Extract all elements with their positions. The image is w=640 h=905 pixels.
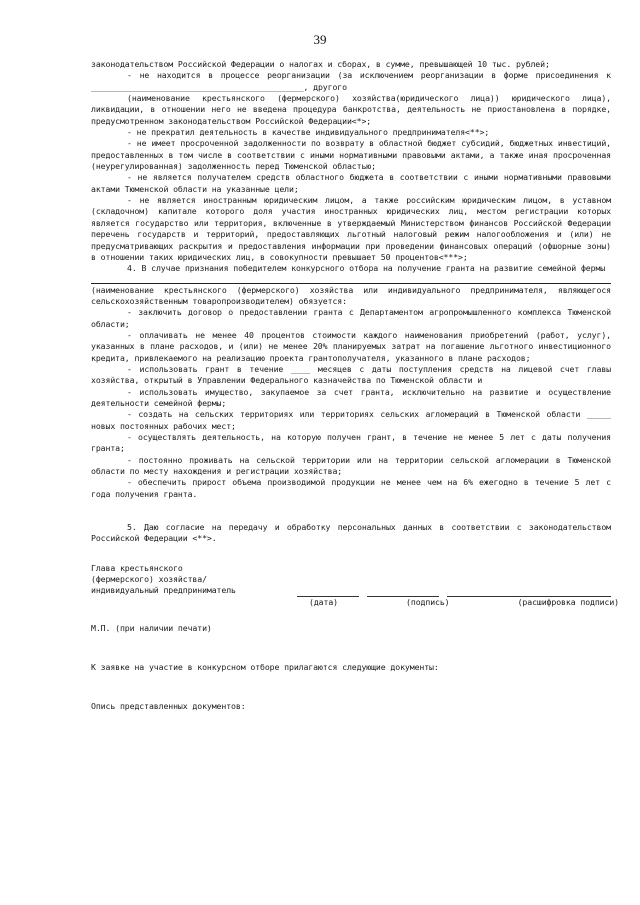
paragraph-not-foreign-entity: - не является иностранным юридическим лицом, а также российским юридическим лицом, в уставном (складочном) капитале которого доля участия иностранных юридических лиц, местом регистрации которых является государство или территория, включенные в утверждаемый Министерством финансов Российской Федерации перечень государств и территорий, предоставляющих льготный налоговый режим налогообложения и (или) не предусматривающих раскрытия и предоставления информации при проведении финансовых операций (офшорные зоны) в отношении таких юридических лиц, в совокупности превышает 50 процентов<***>;	[91, 195, 611, 262]
name-label: (расшифровка подписи)	[517, 596, 619, 607]
paragraph-not-recipient: - не является получателем средств областного бюджета в соответствии с иными нормативными правовыми актами Тюменской области на указанные цели;	[91, 172, 611, 194]
paragraph-tax-law: законодательством Российской Федерации о налогах и сборах, в сумме, превышающей 10 тыс. рублей;	[91, 59, 550, 69]
paragraph-create-jobs: - создать на сельских территориях или территориях сельских агломераций в Тюменской области _____ новых постоянных рабочих мест;	[91, 409, 611, 431]
signature-labels	[309, 597, 619, 608]
paragraph-conclude-agreement: - заключить договор о предоставлении гранта с Департаментом агропромышленного комплекса Тюменской области;	[91, 307, 611, 329]
inventory-text: Опись представленных документов:	[91, 701, 246, 712]
stamp-label: М.П. (при наличии печати)	[91, 622, 212, 633]
paragraph-production-growth: - обеспечить прирост объема производимой продукции не менее чем на 6% ежегодно в течение 5 лет с года получения гранта.	[91, 477, 611, 499]
fill-in-line	[91, 275, 611, 284]
paragraph-item-4: 4. В случае признания победителем конкурсного отбора на получение гранта на развитие семейной фермы	[127, 263, 606, 274]
paragraph-no-reorganization: - не находится в процессе реорганизации (за исключением реорганизации в форме присоединения к ____________________________________________, другого	[91, 70, 611, 92]
document-body	[91, 59, 619, 713]
paragraph-not-ceased: - не прекратил деятельность в качестве индивидуального предпринимателя<**>;	[127, 127, 490, 138]
signature-title-2: (фермерского) хозяйства/	[91, 574, 207, 585]
date-label: (дата)	[309, 596, 338, 607]
paragraph-use-property: - использовать имущество, закупаемое за счет гранта, исключительно на развитие и осуществление деятельности семейной фермы;	[91, 386, 611, 408]
paragraph-data-consent: 5. Даю согласие на передачу и обработку персональных данных в соответствии с законодательством Российской Федерации <**>.	[91, 522, 611, 544]
paragraph-pay-40-percent: - оплачивать не менее 40 процентов стоимости каждого наименования приобретений (работ, услуг), указанных в плане расходов, и (или) не менее 20% планируемых затрат на погашение льготного инвестиционного кредита, привлекаемого на реализацию проекта грантополучателя, указанного в плане расходов;	[91, 329, 611, 363]
signature-title-1: Глава крестьянского	[91, 562, 183, 573]
page-number: 39	[313, 32, 327, 47]
paragraph-reside-rural: - постоянно проживать на сельской территории или на территории сельской агломерации в Тюменской области по месту нахождения и регистрации хозяйства;	[91, 454, 611, 477]
paragraph-obligation-caption: (наименование крестьянского (фермерского) хозяйства или индивидуального предпринимателя, являющегося сельскохозяйственным товаропроизводителем) обязуется:	[91, 284, 611, 306]
sign-label: (подпись)	[406, 596, 450, 607]
paragraph-operate-5-years: - осуществлять деятельность, на которую получен грант, в течение не менее 5 лет с даты получения гранта;	[91, 432, 611, 454]
paragraph-no-overdue-debt: - не имеет просроченной задолженности по возврату в областной бюджет субсидий, бюджетных инвестиций, предоставленных в том числе в соответствии с иными нормативными правовыми актами, а также иная просроченная (неурегулированная) задолженность перед Тюменской областью;	[91, 138, 611, 172]
signature-block	[91, 562, 619, 623]
attachments-text: К заявке на участие в конкурсном отборе прилагаются следующие документы:	[91, 662, 439, 673]
signature-title-3: индивидуальный предприниматель	[91, 585, 236, 596]
paragraph-use-grant: - использовать грант в течение ____ месяцев с даты поступления средств на лицевой счет главы хозяйства, открытый в Управлении Федерального казначейства по Тюменской области и	[91, 363, 611, 386]
paragraph-no-liquidation: (наименование крестьянского (фермерского) хозяйства(юридического лица)) юридического лица), ликвидации, в отношении него не введена процедура банкротства, деятельность не приостановлена в порядке, предусмотренном законодательством Российской Федерации<*>;	[91, 93, 611, 126]
